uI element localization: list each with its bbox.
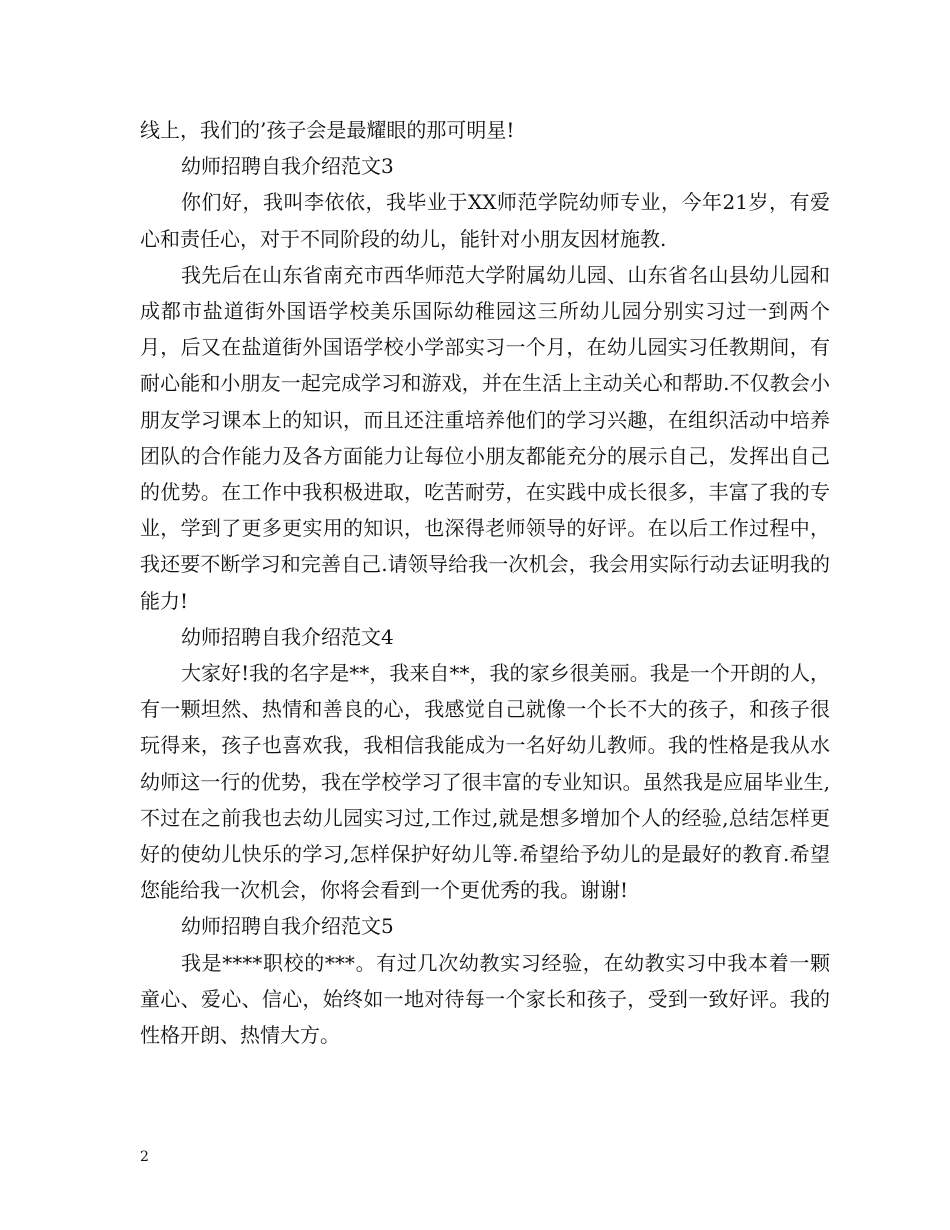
section-heading-4: 幼师招聘自我介绍范文4 xyxy=(181,624,394,649)
paragraph: 大家好!我的名字是**，我来自**，我的家乡很美丽。我是一个开朗的人，有一颗坦然、热情和善良的心，我感觉自己就像一个长不大的孩子，和孩子很玩得来，孩子也喜欢我，我相信我能成为一名好幼儿教师。我的性格是我从水幼师这一行的优势，我在学校学习了很丰富的专业知识。虽然我是应届毕业生,不过在之前我也去幼儿园实习过,工作过,就是想多增加个人的经验,总结怎样更好的使幼儿快乐的学习,怎样保护好幼儿等.希望给予幼儿的是最好的教育.希望您能给我一次机会，你将会看到一个更优秀的我。谢谢! xyxy=(140,661,830,903)
document-body xyxy=(140,112,830,1053)
paragraph: 我先后在山东省南充市西华师范大学附属幼儿园、山东省名山县幼儿园和成都市盐道街外国语学校美乐国际幼稚园这三所幼儿园分别实习过一到两个月，后又在盐道街外国语学校小学部实习一个月，在幼儿园实习任教期间，有耐心能和小朋友一起完成学习和游戏，并在生活上主动关心和帮助.不仅教会小朋友学习课本上的知识，而且还注重培养他们的学习兴趣，在组织活动中培养团队的合作能力及各方面能力让每位小朋友都能充分的展示自己，发挥出自己的优势。在工作中我积极进取，吃苦耐劳，在实践中成长很多，丰富了我的专业，学到了更多更实用的知识，也深得老师领导的好评。在以后工作过程中，我还要不断学习和完善自己.请领导给我一次机会，我会用实际行动去证明我的能力! xyxy=(140,262,830,613)
paragraph-continuation: 线上，我们的’孩子会是最耀眼的那可明星! xyxy=(140,118,515,142)
section-heading-5: 幼师招聘自我介绍范文5 xyxy=(181,914,394,939)
paragraph: 你们好，我叫李依依，我毕业于XX师范学院幼师专业，今年21岁，有爱心和责任心，对于不同阶段的幼儿，能针对小朋友因材施教. xyxy=(140,190,830,251)
section-heading-3: 幼师招聘自我介绍范文3 xyxy=(181,154,394,179)
paragraph: 我是****职校的***。有过几次幼教实习经验，在幼教实习中我本着一颗童心、爱心、信心，始终如一地对待每一个家长和孩子，受到一致好评。我的性格开朗、热情大方。 xyxy=(140,950,830,1048)
page-number: 2 xyxy=(140,1149,149,1165)
